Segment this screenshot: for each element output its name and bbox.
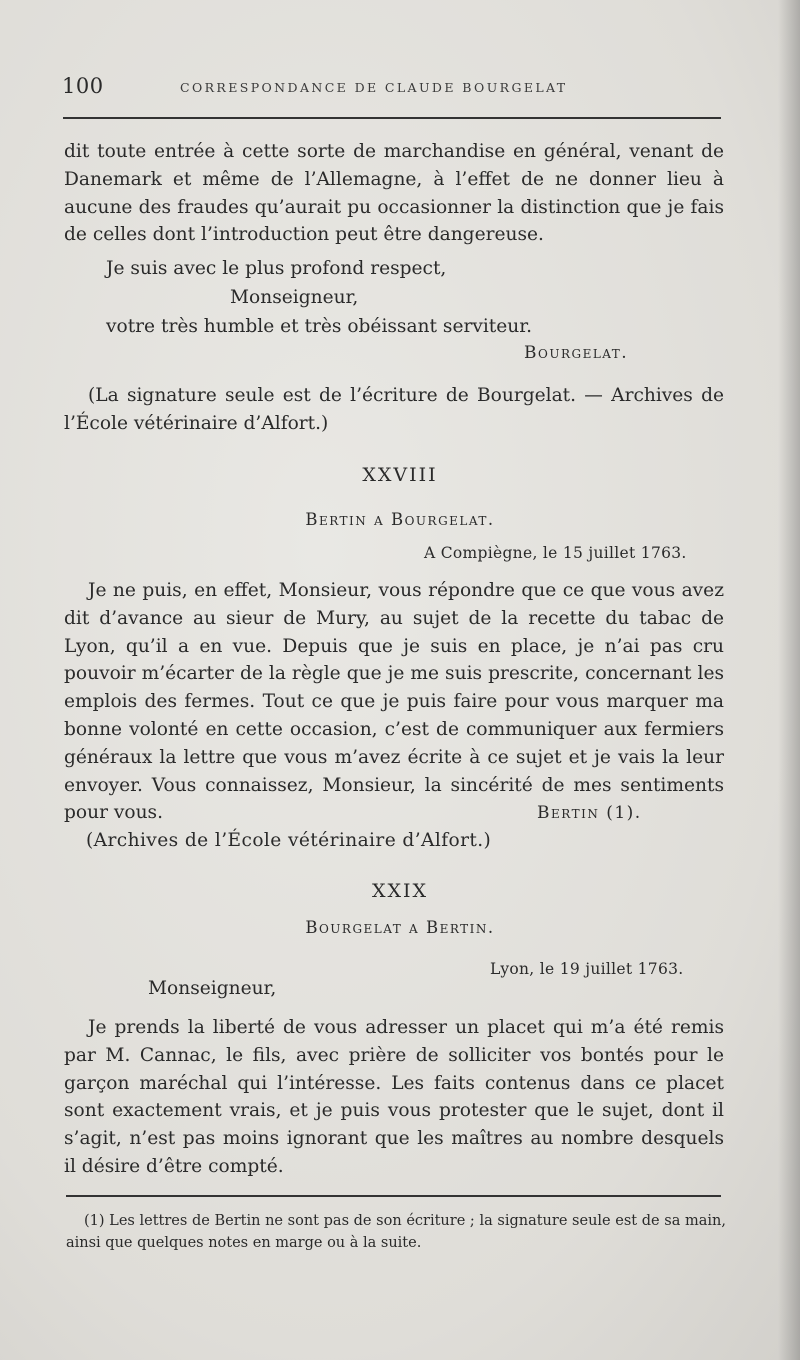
signature-bertin: Bertin (1). <box>537 803 642 823</box>
archive-note-28: (Archives de l’École vétérinaire d’Alfort.) <box>86 830 492 851</box>
archive-note: (La signature seule est de l’écriture de Bourgelat. — Archives de l’École vétérinaire d’Alfort.) <box>64 385 724 434</box>
closing-line: Je suis avec le plus profond respect, <box>106 258 447 279</box>
letter-numeral-28: XXVIII <box>362 464 438 486</box>
closing-formula: votre très humble et très obéissant serviteur. <box>106 316 533 337</box>
running-title: CORRESPONDANCE DE CLAUDE BOURGELAT <box>180 80 568 95</box>
dateline-29: Lyon, le 19 juillet 1763. <box>490 960 684 978</box>
letter-body-29: Je prends la liberté de vous adresser un placet qui m’a été remis par M. Cannac, le fils, avec prière de solliciter vos bontés pour le garçon maréchal qui l’intéresse. Les faits contenus dans ce placet sont exactement vrais, et je puis vous protester que le sujet, dont il s’agit, n’est pas moins ignorant que les maîtres au nombre desquels il désire d’être compté. <box>64 1017 724 1177</box>
page-number: 100 <box>62 74 104 98</box>
letter-heading-29: Bourgelat a Bertin. <box>305 918 495 937</box>
page-edge-shadow <box>778 0 800 1360</box>
salutation-29: Monseigneur, <box>148 978 277 999</box>
header-rule <box>63 117 721 119</box>
signature-bourgelat: Bourgelat. <box>524 343 629 363</box>
footnote: (1) Les lettres de Bertin ne sont pas de son écriture ; la signature seule est de sa main, ainsi que quelques notes en marge ou à la suite. <box>66 1213 726 1251</box>
page-header <box>62 74 722 104</box>
closing-salutation: Monseigneur, <box>230 287 359 308</box>
letter-heading-28: Bertin a Bourgelat. <box>305 510 495 529</box>
letter-end-paragraph: dit toute entrée à cette sorte de marchandise en général, venant de Danemark et même de l’Allemagne, à l’effet de ne donner lieu à aucune des fraudes qu’aurait pu occasionner la distinction que je fais de celles dont l’introduction peut être dangereuse. <box>64 141 724 246</box>
footnote-rule <box>66 1195 721 1197</box>
dateline-28: A Compiègne, le 15 juillet 1763. <box>424 544 687 562</box>
letter-numeral-29: XXIX <box>371 880 429 902</box>
letter-body-28: Je ne puis, en effet, Monsieur, vous répondre que ce que vous avez dit d’avance au sieur de Mury, au sujet de la recette du tabac de Lyon, qu’il a en vue. Depuis que je suis en place, je n’ai pas cru pouvoir m’écarter de la règle que je me suis prescrite, concernant les emplois des fermes. Tout ce que je puis faire pour vous marquer ma bonne volonté en cette occasion, c’est de communiquer aux fermiers généraux la lettre que vous m’avez écrite à ce sujet et je vais la leur envoyer. Vous connaissez, Monsieur, la sincérité de mes sentiments pour vous. <box>64 580 724 824</box>
